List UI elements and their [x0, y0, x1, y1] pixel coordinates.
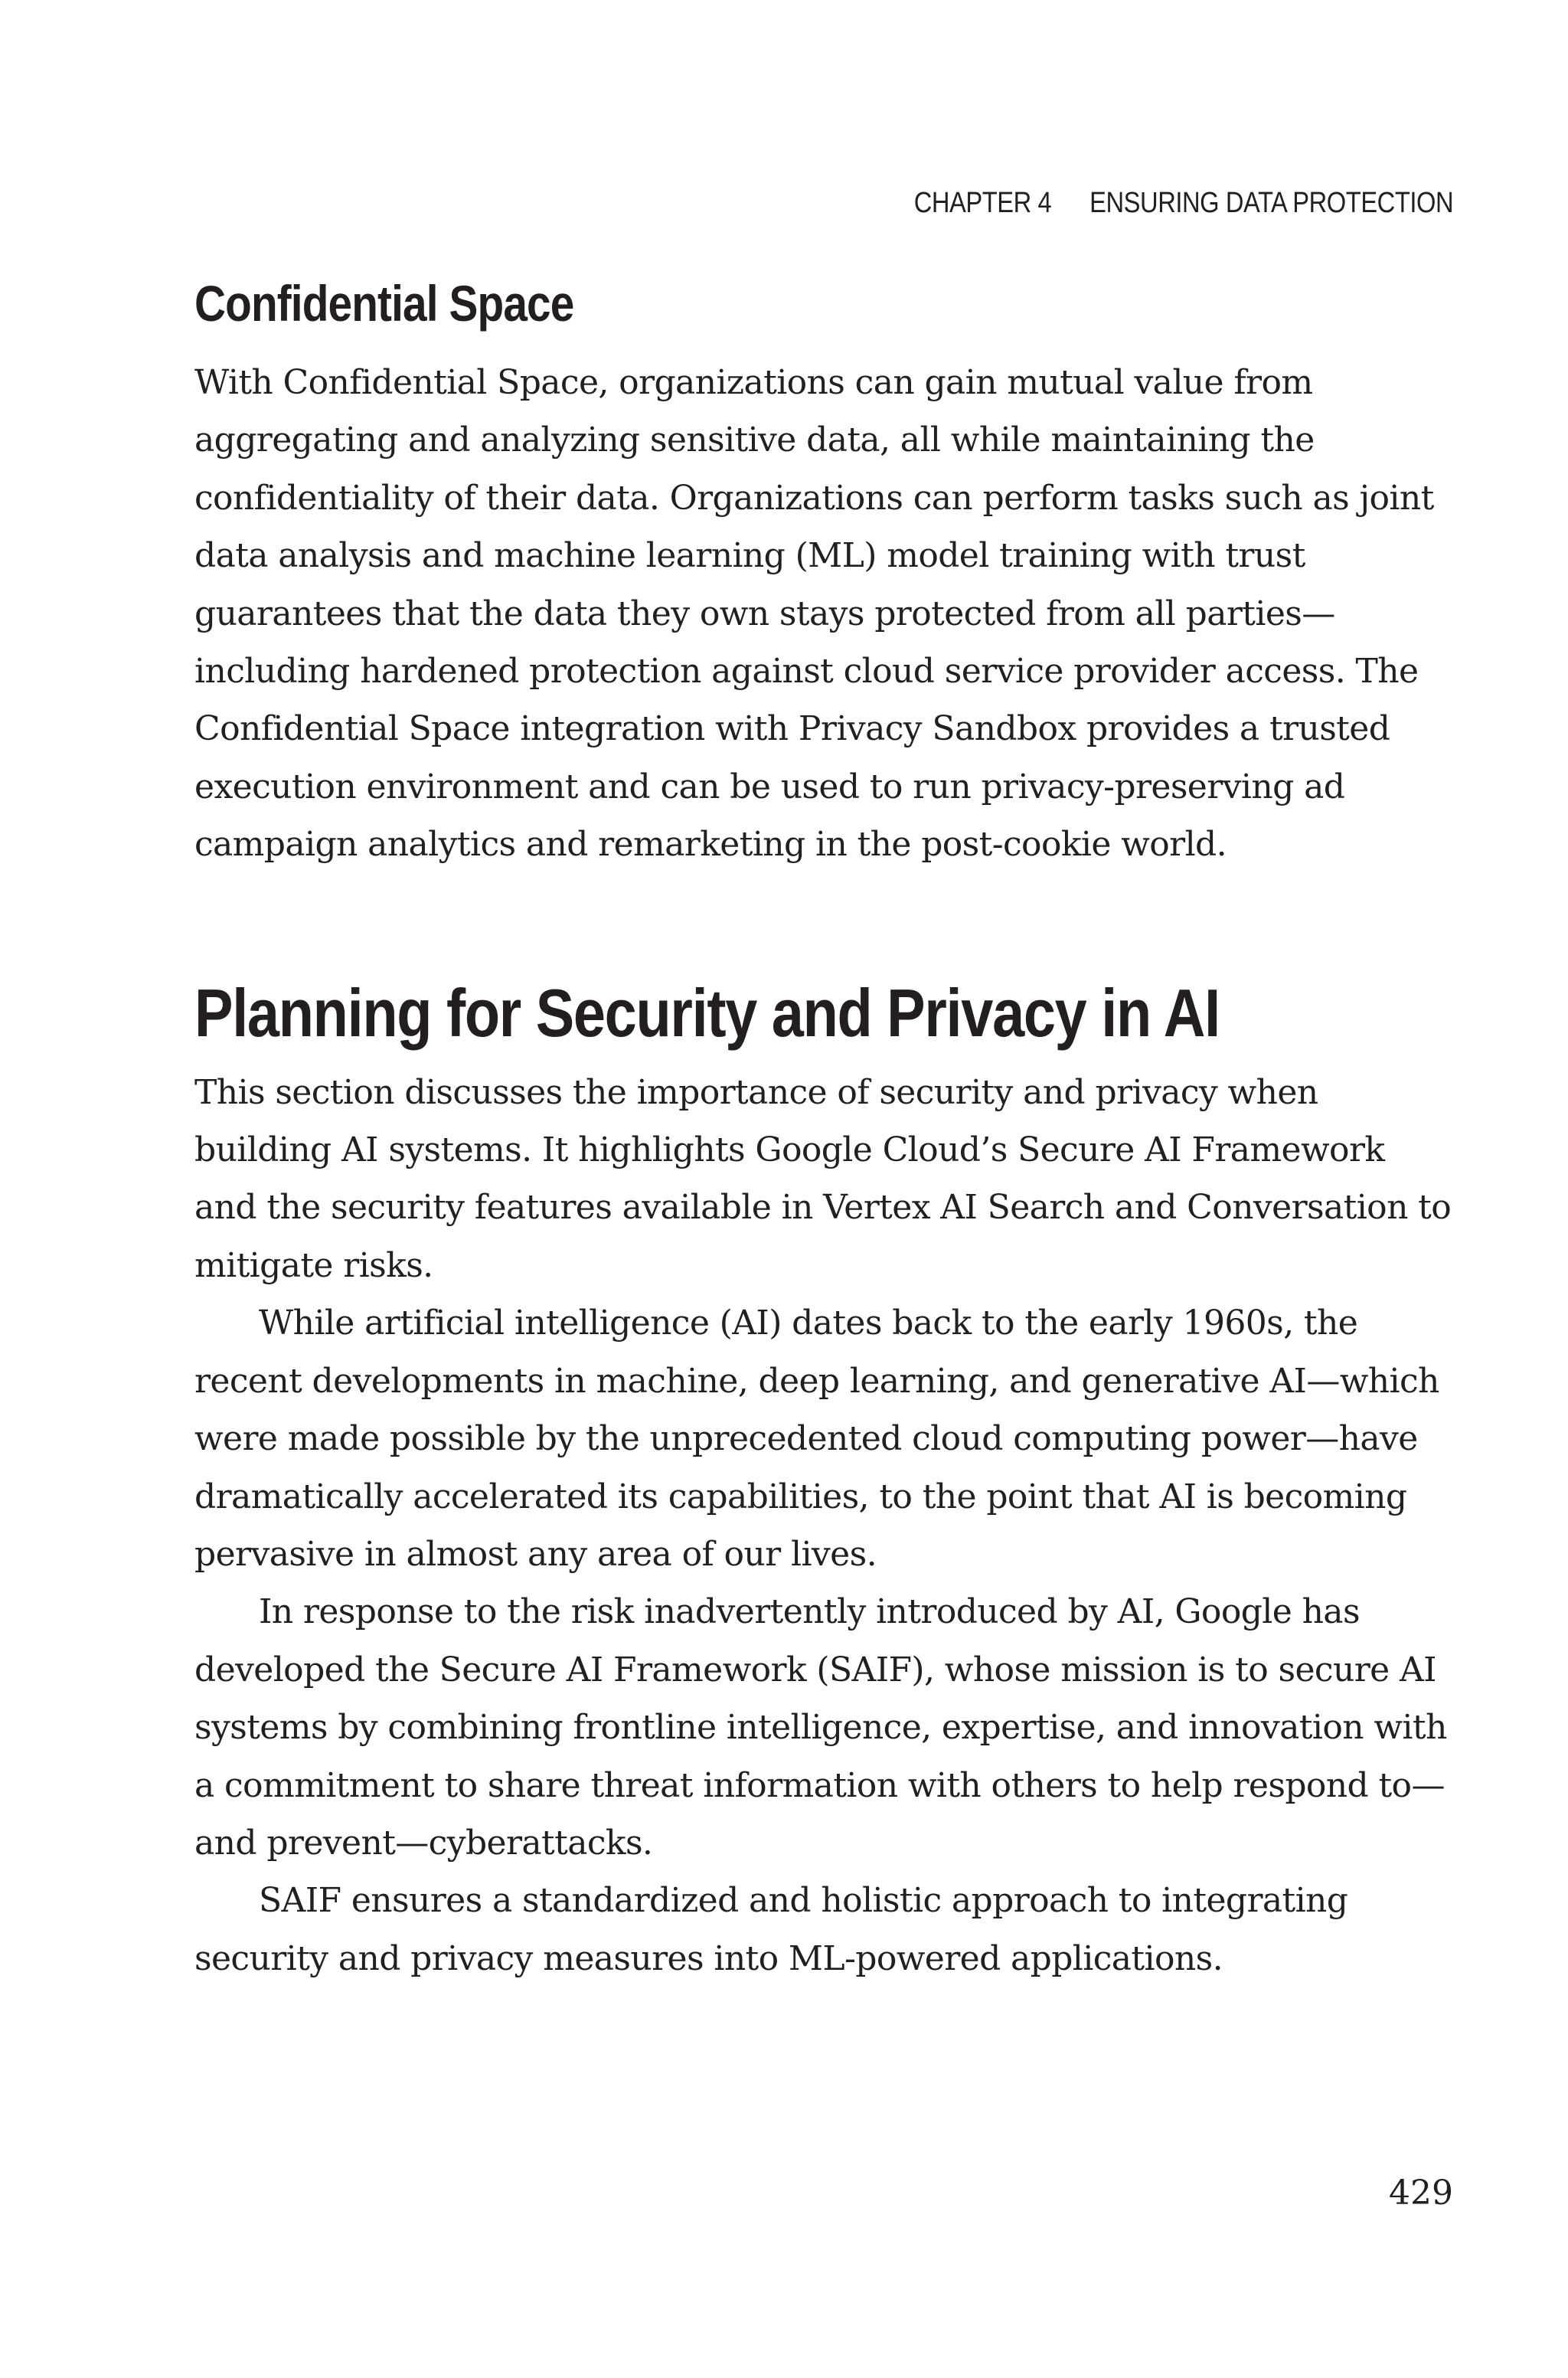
paragraph: SAIF ensures a standardized and holistic approach to integrating security and privacy measures into ML-powered applications.	[194, 1881, 1348, 1978]
page-content	[194, 260, 1455, 1987]
paragraph: With Confidential Space, organizations can gain mutual value from aggregating and analyzing sensitive data, all while maintaining the confidentiality of their data. Organizations can perform tasks such as joint data analysis and machine learning (ML) model training with trust guarantees that the data they own stays protected from all parties—including hardened protection against cloud service provider access. The Confidential Space integration with Privacy Sandbox provides a trusted execution environment and can be used to run privacy-preserving ad campaign analytics and remarketing in the post-cookie world.	[194, 363, 1434, 865]
section-body-confidential-space	[194, 354, 1455, 874]
running-head	[913, 187, 1453, 220]
paragraph: This section discusses the importance of security and privacy when building AI systems. It highlights Google Cloud’s Secure AI Framework and the security features available in Vertex AI Search and Conversation to mitigate risks.	[194, 1072, 1452, 1285]
section-body-planning	[194, 1064, 1455, 1988]
paragraph: While artificial intelligence (AI) dates back to the early 1960s, the recent developments in machine, deep learning, and generative AI—which were made possible by the unprecedented cloud computing power—have dramatically accelerated its capabilities, to the point that AI is becoming pervasive in almost any area of our lives.	[194, 1303, 1439, 1574]
paragraph: In response to the risk inadvertently introduced by AI, Google has developed the Secure AI Framework (SAIF), whose mission is to secure AI systems by combining frontline intelligence, expertise, and innovation with a commitment to share threat information with others to help respond to—and prevent—cyberattacks.	[194, 1592, 1447, 1863]
running-head-title: ENSURING DATA PROTECTION	[1089, 187, 1453, 219]
section-heading-confidential-space: Confidential Space	[194, 275, 574, 332]
page-number: 429	[1389, 2174, 1453, 2213]
section-heading-planning: Planning for Security and Privacy in AI	[194, 974, 1220, 1051]
running-head-chapter: CHAPTER 4	[913, 187, 1052, 219]
